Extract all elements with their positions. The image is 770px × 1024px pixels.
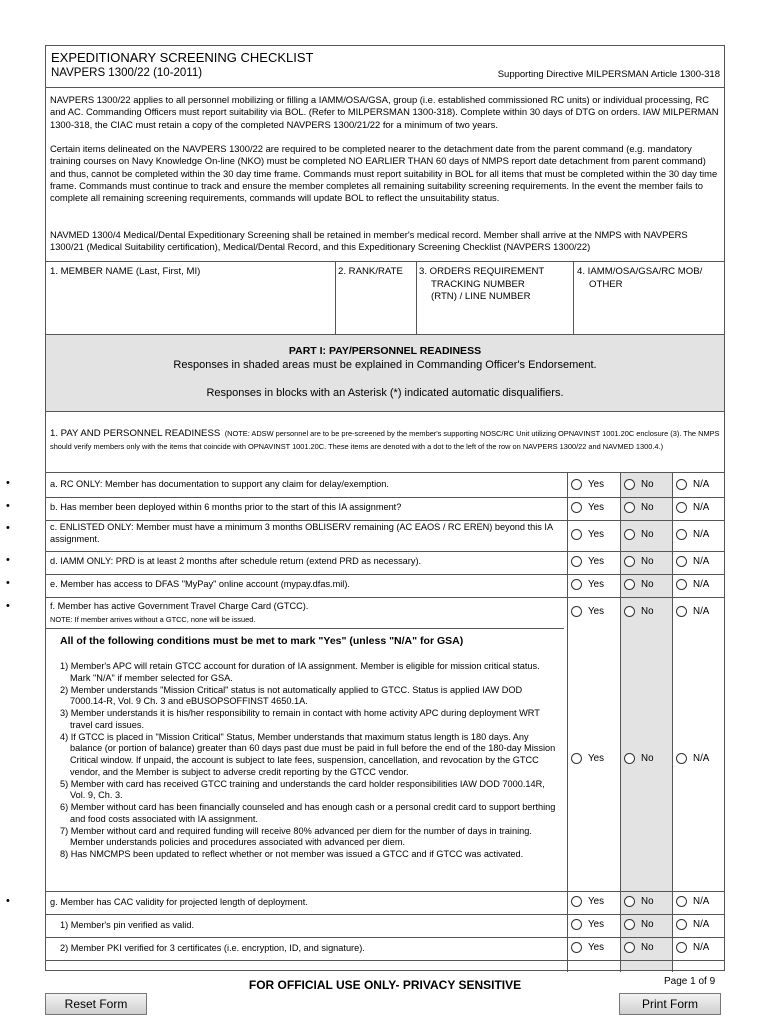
item-g1-na-option[interactable]	[676, 919, 709, 930]
item-a: a. RC ONLY: Member has documentation to support any claim for delay/exemption.	[50, 479, 389, 489]
radio-button[interactable]	[571, 579, 582, 590]
bullet-g: •	[6, 895, 10, 907]
radio-button[interactable]	[676, 942, 687, 953]
divider	[46, 891, 724, 892]
radio-button[interactable]	[624, 753, 635, 764]
radio-label: Yes	[588, 753, 604, 764]
radio-button[interactable]	[571, 896, 582, 907]
item-g-no-option[interactable]	[624, 896, 654, 907]
form-title: EXPEDITIONARY SCREENING CHECKLIST	[51, 50, 314, 65]
section1-heading	[50, 426, 722, 452]
bullet-d: •	[6, 554, 10, 566]
radio-label: N/A	[693, 529, 710, 540]
radio-button[interactable]	[624, 579, 635, 590]
divider	[672, 472, 673, 972]
divider	[46, 520, 724, 521]
radio-label: Yes	[588, 502, 604, 513]
radio-label: Yes	[588, 896, 604, 907]
conditions-heading: All of the following conditions must be met to mark "Yes" (unless "N/A" for GSA)	[60, 635, 464, 647]
condition-8: 8) Has NMCMPS been updated to reflect whether or not member was issued a GTCC and if GTCC was activated.	[60, 849, 524, 859]
radio-button[interactable]	[676, 502, 687, 513]
divider	[46, 497, 724, 498]
divider	[573, 261, 574, 334]
radio-button[interactable]	[624, 502, 635, 513]
condition-4: 4) If GTCC is placed in "Mission Critical" Status, Member understands that maximum status length is 180 days. Any balance (or portion of balance) greater than 60 days past due must be paid in full before the end of the 180-day Mission Critical window. If unpaid, the account is subject to late fees, suspension, cancellation, and revocation by the GTCC vendor, and the Member is subject to adverse credit reporting by the GTCC vendor.	[60, 731, 556, 777]
radio-button[interactable]	[571, 753, 582, 764]
item-f-conditions-yes-option[interactable]	[571, 753, 604, 764]
radio-label: Yes	[588, 529, 604, 540]
item-g1: 1) Member's pin verified as valid.	[60, 920, 195, 930]
item-g2-yes-option[interactable]	[571, 942, 604, 953]
bullet-b: •	[6, 500, 10, 512]
radio-button[interactable]	[571, 556, 582, 567]
radio-button[interactable]	[571, 529, 582, 540]
supporting-directive: Supporting Directive MILPERSMAN Article 1300-318	[497, 69, 720, 80]
radio-button[interactable]	[624, 479, 635, 490]
divider	[46, 411, 724, 412]
bullet-f: •	[6, 600, 10, 612]
item-a-na-option[interactable]	[676, 479, 709, 490]
item-b: b. Has member been deployed within 6 months prior to the start of this IA assignment?	[50, 502, 402, 512]
divider	[567, 472, 568, 972]
item-a-yes-option[interactable]	[571, 479, 604, 490]
radio-button[interactable]	[624, 606, 635, 617]
radio-label: No	[641, 942, 654, 953]
item-a-no-option[interactable]	[624, 479, 654, 490]
radio-label: N/A	[693, 919, 710, 930]
item-e-no-option[interactable]	[624, 579, 654, 590]
divider	[46, 597, 724, 598]
radio-label: N/A	[693, 479, 710, 490]
iamm-label	[577, 266, 702, 291]
radio-label: No	[641, 896, 654, 907]
intro-paragraph-3: NAVMED 1300/4 Medical/Dental Expeditionary Screening shall be retained in member's medical record. Member shall arrive at the NMPS with NAVPERS 1300/21 (Medical Suitability certification), Medical/Dental Record, and this Expeditionary Screening Checklist (NAVPERS 1300/22)	[50, 229, 688, 253]
intro-paragraph-1: NAVPERS 1300/22 applies to all personnel mobilizing or filling a IAMM/OSA/GSA, group (i.e. established commissioned RC units) or individual processing, RC and AC. Commanding Officers must report suitability via BOL. (Refer to MILPERSMAN 1300-318). Complete within 30 days of DTG on orders. IAW MILPERMAN 1300-318, the CIAC must retain a copy of the completed NAVPERS 1300/21/22 for a minimum of two years.	[50, 94, 719, 130]
item-c-yes-option[interactable]	[571, 529, 604, 540]
divider	[46, 937, 724, 938]
radio-label: N/A	[693, 502, 710, 513]
radio-label: No	[641, 919, 654, 930]
item-b-na-option[interactable]	[676, 502, 709, 513]
condition-6: 6) Member without card has been financially counseled and has enough cash or a personal credit card to support berthing and food costs associated with IA assignment.	[60, 802, 556, 824]
radio-label: Yes	[588, 556, 604, 567]
divider	[620, 472, 621, 972]
item-e-yes-option[interactable]	[571, 579, 604, 590]
radio-button[interactable]	[571, 942, 582, 953]
bullet-c: •	[6, 522, 10, 534]
item-d-no-option[interactable]	[624, 556, 654, 567]
item-g-yes-option[interactable]	[571, 896, 604, 907]
divider	[416, 261, 417, 334]
radio-label: No	[641, 579, 654, 590]
divider	[46, 914, 724, 915]
print-form-button[interactable]: Print Form	[619, 993, 721, 1015]
item-c: c. ENLISTED ONLY: Member must have a minimum 3 months OBLISERV remaining (AC EAOS / RC EREN) beyond this IA assignment.	[50, 522, 553, 544]
radio-button[interactable]	[676, 529, 687, 540]
radio-label: Yes	[588, 479, 604, 490]
radio-button[interactable]	[624, 556, 635, 567]
part1-line-2: Responses in blocks with an Asterisk (*) indicated automatic disqualifiers.	[206, 387, 564, 399]
item-f-no-option[interactable]	[624, 606, 654, 617]
iamm-label-line-1: 4. IAMM/OSA/GSA/RC MOB/	[577, 266, 703, 277]
radio-button[interactable]	[676, 556, 687, 567]
item-g1-no-option[interactable]	[624, 919, 654, 930]
radio-button[interactable]	[571, 606, 582, 617]
radio-label: Yes	[588, 606, 604, 617]
radio-button[interactable]	[676, 896, 687, 907]
item-g1-yes-option[interactable]	[571, 919, 604, 930]
radio-label: N/A	[693, 942, 710, 953]
radio-button[interactable]	[624, 896, 635, 907]
iamm-label-line-2: OTHER	[589, 278, 623, 290]
item-g2-no-option[interactable]	[624, 942, 654, 953]
radio-label: N/A	[693, 579, 710, 590]
item-f-conditions-na-option[interactable]	[676, 753, 709, 764]
orders-label-line-2: TRACKING NUMBER	[431, 278, 525, 290]
radio-label: No	[641, 753, 654, 764]
item-f-yes-option[interactable]	[571, 606, 604, 617]
radio-label: No	[641, 606, 654, 617]
radio-button[interactable]	[676, 579, 687, 590]
radio-label: N/A	[693, 556, 710, 567]
item-e: e. Member has access to DFAS "MyPay" online account (mypay.dfas.mil).	[50, 579, 350, 589]
divider	[46, 960, 724, 961]
radio-button[interactable]	[624, 529, 635, 540]
reset-form-button[interactable]: Reset Form	[45, 993, 147, 1015]
condition-5: 5) Member with card has received GTCC training and understands the card holder responsibilities IAW DOD 7000.14R, Vol. 9, Ch. 3.	[60, 778, 545, 801]
radio-button[interactable]	[624, 942, 635, 953]
rank-rate-label: 2. RANK/RATE	[338, 266, 403, 277]
radio-button[interactable]	[676, 606, 687, 617]
divider	[46, 87, 724, 88]
checklist-form	[45, 45, 725, 971]
radio-label: Yes	[588, 579, 604, 590]
item-f-note: NOTE: If member arrives without a GTCC, none will be issued.	[50, 615, 256, 624]
item-e-na-option[interactable]	[676, 579, 709, 590]
radio-label: N/A	[693, 753, 710, 764]
item-g-na-option[interactable]	[676, 896, 709, 907]
item-c-no-option[interactable]	[624, 529, 654, 540]
radio-label: No	[641, 502, 654, 513]
radio-label: No	[641, 556, 654, 567]
item-c-na-option[interactable]	[676, 529, 709, 540]
item-g: g. Member has CAC validity for projected length of deployment.	[50, 897, 308, 907]
item-d-na-option[interactable]	[676, 556, 709, 567]
radio-label: N/A	[693, 896, 710, 907]
condition-7: 7) Member without card and required funding will receive 80% advanced per diem for the number of days in training. Member understands policies and procedures associated with advanced per diem.	[60, 825, 532, 848]
radio-button[interactable]	[571, 919, 582, 930]
fouo-banner: FOR OFFICIAL USE ONLY- PRIVACY SENSITIVE	[248, 978, 522, 992]
radio-button[interactable]	[676, 479, 687, 490]
radio-label: No	[641, 529, 654, 540]
conditions-list	[60, 661, 560, 861]
orders-requirement-label	[419, 266, 544, 304]
radio-label: Yes	[588, 919, 604, 930]
item-d-yes-option[interactable]	[571, 556, 604, 567]
divider	[46, 628, 564, 629]
radio-label: Yes	[588, 942, 604, 953]
radio-button[interactable]	[571, 479, 582, 490]
item-f-conditions-no-option[interactable]	[624, 753, 654, 764]
divider	[46, 261, 724, 262]
bullet-e: •	[6, 577, 10, 589]
radio-button[interactable]	[624, 919, 635, 930]
divider	[46, 551, 724, 552]
condition-3: 3) Member understands it is his/her responsibility to remain in contact with home activity APC during deployment WRT travel card issues.	[60, 708, 540, 730]
radio-label: No	[641, 479, 654, 490]
part1-title: PART I: PAY/PERSONNEL READINESS	[288, 345, 482, 357]
radio-button[interactable]	[676, 753, 687, 764]
item-g2-na-option[interactable]	[676, 942, 709, 953]
orders-label-line-1: 3. ORDERS REQUIREMENT	[419, 266, 545, 277]
item-f: f. Member has active Government Travel Charge Card (GTCC).	[50, 601, 309, 611]
divider	[46, 574, 724, 575]
condition-2: 2) Member understands "Mission Critical" status is not automatically applied to GTCC. Status is applied IAW DOD 7000.14-R, Vol. 9 Ch. 3 and eBUSOPSOFFINST 4650.1A.	[60, 684, 523, 707]
page-number: Page 1 of 9	[664, 976, 716, 987]
part1-line-1: Responses in shaded areas must be explained in Commanding Officer's Endorsement.	[173, 359, 597, 371]
item-b-yes-option[interactable]	[571, 502, 604, 513]
item-g2: 2) Member PKI verified for 3 certificates (i.e. encryption, ID, and signature).	[60, 943, 365, 953]
radio-label: N/A	[693, 606, 710, 617]
member-name-label: 1. MEMBER NAME (Last, First, MI)	[50, 266, 201, 277]
intro-paragraph-2: Certain items delineated on the NAVPERS 1300/22 are required to be completed nearer to the detachment date from the parent command (e.g. mandatory training courses on Navy Knowledge On-line (NKO) must be completed NO EARLIER THAN 60 days of NMPS report date detachment from parent command) and thus, cannot be completed within the 30 day time frame. Commands must report suitability in BOL for all items that must be completed within the 30 day time frame. Commands must continue to track and ensure the member completes all remaining suitability screening requirements. In the event the member fails to complete all remaining screening requirements, commands will update BOL to reflect the unsuitability status.	[50, 143, 718, 204]
form-number: NAVPERS 1300/22 (10-2011)	[51, 67, 203, 79]
condition-1: 1) Member's APC will retain GTCC account for duration of IA assignment. Member is eligible for mission critical status. Mark "N/A" if member selected for GSA.	[60, 661, 540, 683]
divider	[335, 261, 336, 334]
item-f-na-option[interactable]	[676, 606, 709, 617]
section1-note: (NOTE: ADSW personnel are to be pre-screened by the member's supporting NOSC/RC Unit utilizing OPNAVINST 1001.20C enclosure (3). The NMPS should verify members only with the items that coincide with OPNAVINST 1001.20C. These items are denoted with a dot to the left of the row on NAVPERS 1300/22 and NAVMED 1300.4.)	[50, 429, 720, 451]
bullet-a: •	[6, 477, 10, 489]
item-b-no-option[interactable]	[624, 502, 654, 513]
radio-button[interactable]	[571, 502, 582, 513]
item-d: d. IAMM ONLY: PRD is at least 2 months after schedule return (extend PRD as necessary).	[50, 556, 422, 566]
orders-label-line-3: (RTN) / LINE NUMBER	[431, 291, 531, 302]
section1-title: 1. PAY AND PERSONNEL READINESS	[50, 428, 221, 439]
radio-button[interactable]	[676, 919, 687, 930]
